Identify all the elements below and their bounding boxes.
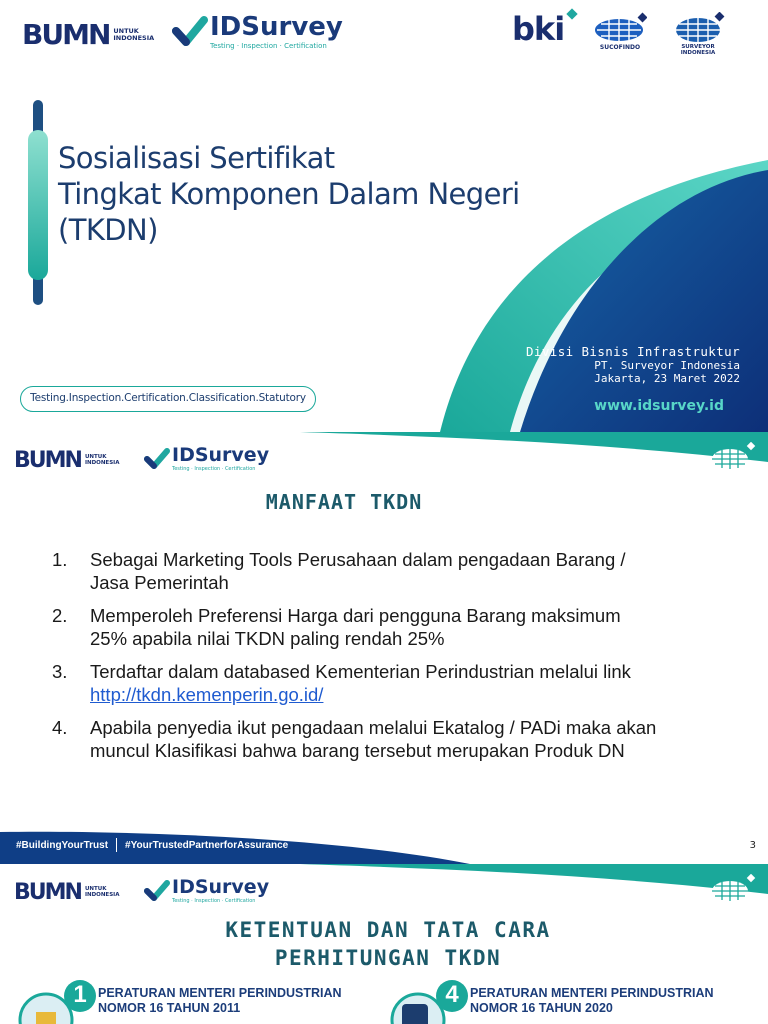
- hashtag-building-trust: #BuildingYourTrust: [16, 839, 109, 851]
- slide-heading: KETENTUAN DAN TATA CARA PERHITUNGAN TKDN: [225, 918, 551, 970]
- hashtag-trusted-partner: #YourTrustedPartnerforAssurance: [125, 839, 289, 851]
- slide-ketentuan: [0, 864, 768, 1024]
- slide-title-heading: Sosialisasi Sertifikat Tingkat Komponen Dalam Negeri (TKDN): [58, 141, 520, 247]
- website-link[interactable]: www.idsurvey.id: [594, 398, 724, 414]
- footer-hashtags: [16, 838, 288, 852]
- slide-heading: MANFAAT TKDN: [265, 490, 423, 514]
- surveyor-globe-icon: [670, 12, 726, 42]
- idsurvey-check-icon: [144, 879, 170, 903]
- slide-manfaat: [0, 432, 768, 864]
- idsurvey-logo: IDSurvey Testing · Inspection · Certification: [144, 446, 269, 472]
- surveyor-globe-icon: [706, 874, 756, 902]
- regulation-badge-number: 4: [445, 981, 459, 1008]
- surveyor-globe-icon: [706, 442, 756, 470]
- surveyor-indonesia-logo: SURVEYOR INDONESIA: [668, 12, 728, 56]
- presenter-info: [526, 344, 740, 385]
- slide-title: [0, 0, 768, 432]
- sucofindo-logo: SUCOFINDO: [592, 12, 648, 51]
- bumn-logo: BUMN UNTUK INDONESIA: [22, 18, 155, 51]
- bki-logo: bki: [512, 10, 564, 48]
- bki-diamond-icon: [566, 8, 578, 20]
- title-accent-bar-inner: [28, 130, 48, 280]
- page-number: 3: [749, 840, 756, 851]
- list-item: 3. Terdaftar dalam databased Kementerian Perindustrian melalui link http://tkdn.kemenperin.go.id/: [52, 661, 631, 705]
- regulation-card-4: 4 PERATURAN MENTERI PERINDUSTRIAN NOMOR 16 TAHUN 2020: [384, 976, 714, 1024]
- date-label: Jakarta, 23 Maret 2022: [594, 372, 740, 385]
- services-tagline-pill: Testing.Inspection.Certification.Classification.Statutory: [20, 386, 316, 412]
- regulation-card-1: 1 PERATURAN MENTERI PERINDUSTRIAN NOMOR 16 TAHUN 2011: [12, 976, 342, 1024]
- tkdn-link[interactable]: http://tkdn.kemenperin.go.id/: [90, 684, 324, 705]
- surveyor-indonesia-logo: SURVEYOR INDONESIA: [704, 442, 758, 482]
- bumn-logo: BUMN UNTUK INDONESIA: [14, 448, 120, 473]
- list-item: 2. Memperoleh Preferensi Harga dari pengguna Barang maksimum 25% apabila nilai TKDN paling rendah 25%: [52, 605, 621, 649]
- list-item: 4. Apabila penyedia ikut pengadaan melalui Ekatalog / PADi maka akan muncul Klasifikasi bahwa barang tersebut merupakan Produk DN: [52, 717, 657, 761]
- company-label: PT. Surveyor Indonesia: [594, 359, 740, 372]
- bumn-logo: BUMN UNTUK INDONESIA: [14, 880, 120, 905]
- idsurvey-logo: IDSurvey Testing · Inspection · Certification: [144, 878, 269, 904]
- division-label: Divisi Bisnis Infrastruktur: [526, 344, 740, 359]
- idsurvey-check-icon: [172, 15, 208, 49]
- regulation-badge-number: 1: [73, 981, 87, 1008]
- list-item: 1. Sebagai Marketing Tools Perusahaan dalam pengadaan Barang / Jasa Pemerintah: [52, 549, 626, 593]
- idsurvey-logo: IDSurvey Testing · Inspection · Certification: [172, 14, 343, 50]
- sucofindo-globe-icon: [593, 12, 647, 42]
- benefits-list: [52, 548, 732, 772]
- surveyor-indonesia-logo: SURVEYOR INDONESIA: [704, 874, 758, 914]
- idsurvey-check-icon: [144, 447, 170, 471]
